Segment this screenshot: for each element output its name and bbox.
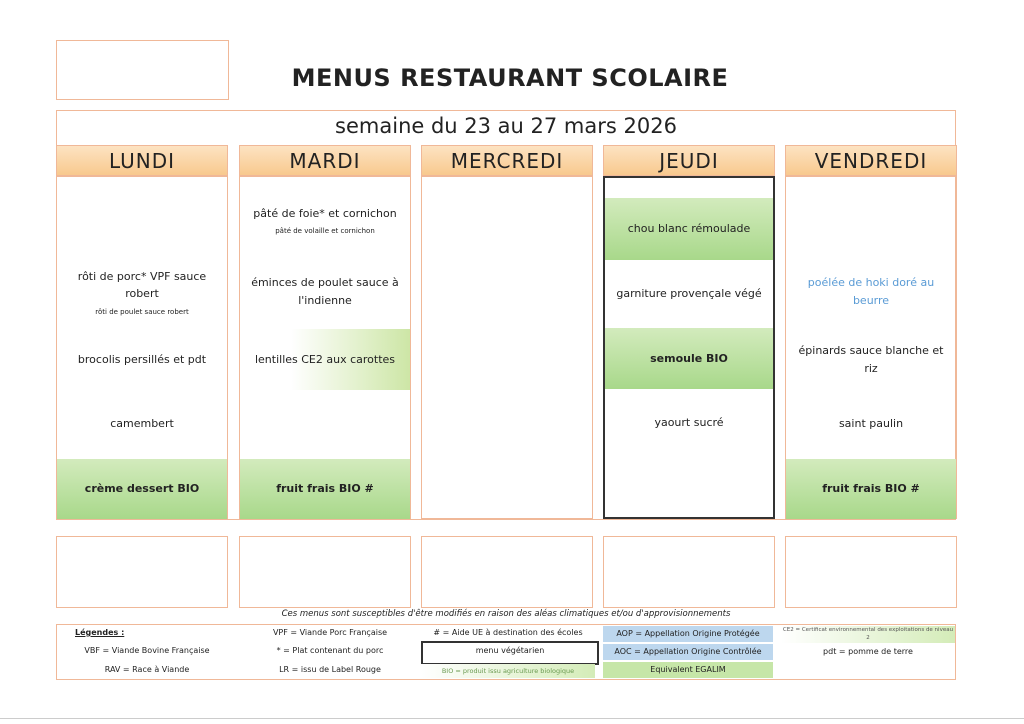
footer-box-lundi: [56, 536, 228, 608]
page-edge-line: [0, 718, 1024, 719]
dish-label: saint paulin: [838, 417, 904, 431]
legend-ce2: CE2 = Certificat environnemental des exploitations de niveau 2: [782, 627, 954, 641]
menu-item-starter: [605, 198, 773, 260]
menu-item-side: [57, 329, 227, 390]
footer-box-jeudi: [603, 536, 775, 608]
day-header-mercredi: MERCREDI: [421, 145, 593, 176]
legend-aoc: AOC = Appellation Origine Contrôlée: [603, 644, 773, 660]
menu-item-cheese: [57, 390, 227, 458]
legend-egalim: Equivalent EGALIM: [603, 662, 773, 678]
menu-item-side: [240, 329, 410, 390]
footer-box-mardi: [239, 536, 411, 608]
dish-label: éminces de poulet sauce à l'indienne: [251, 276, 399, 307]
logo-placeholder: [56, 40, 229, 100]
dish-label: rôti de porc* VPF sauce robert: [77, 269, 207, 301]
menu-item-main: [57, 257, 227, 329]
disclaimer-note: Ces menus sont susceptibles d'être modifiés en raison des aléas climatiques et/ou d'approvisionnements: [281, 609, 731, 619]
menu-item-side: [786, 329, 956, 390]
legend-porc: * = Plat contenant du porc: [276, 646, 384, 655]
legend: [56, 624, 956, 680]
dish-label: pâté de foie* et cornichon: [253, 206, 397, 220]
dish-label: épinards sauce blanche et riz: [798, 343, 944, 375]
week-label: semaine du 23 au 27 mars 2026: [335, 114, 677, 138]
dish-label: yaourt sucré: [654, 416, 724, 430]
footer-box-mercredi: [421, 536, 593, 608]
legend-lr: LR = issu de Label Rouge: [279, 665, 381, 674]
dish-alternative: rôti de poulet sauce robert: [95, 308, 189, 316]
legend-vpf: VPF = Viande Porc Française: [272, 628, 388, 637]
day-header-jeudi: JEUDI: [603, 145, 775, 176]
dish-label: semoule BIO: [650, 351, 728, 365]
menu-item-dessert: [240, 459, 410, 519]
dish-alternative: pâté de volaille et cornichon: [275, 227, 375, 236]
dish-label: chou blanc rémoulade: [627, 222, 751, 236]
menu-item-dessert: [786, 459, 956, 519]
page-title: MENUS RESTAURANT SCOLAIRE: [291, 64, 729, 92]
day-header-mardi: MARDI: [239, 145, 411, 176]
legend-rav: RAV = Race à Viande: [104, 665, 190, 674]
legend-vegetarian: menu végétarien: [421, 641, 599, 665]
dish-label: poélée de hoki doré au beurre: [807, 276, 935, 307]
day-header-lundi: LUNDI: [56, 145, 228, 176]
day-column-mercredi: [421, 176, 593, 519]
legend-title: Légendes :: [75, 628, 125, 637]
legend-pdt: pdt = pomme de terre: [823, 647, 913, 656]
footer-box-vendredi: [785, 536, 957, 608]
dish-label: camembert: [110, 417, 174, 431]
menu-item-main: [240, 255, 410, 329]
dish-label: fruit frais BIO #: [276, 482, 374, 496]
menu-item-dessert: [57, 459, 227, 519]
dish-label: garniture provençale végé: [616, 287, 762, 301]
legend-vbf: VBF = Viande Bovine Française: [84, 646, 210, 655]
menu-item-main: [605, 260, 773, 328]
legend-aide-ue: # = Aide UE à destination des écoles: [433, 628, 583, 637]
dish-label: fruit frais BIO #: [822, 482, 920, 496]
dish-label: brocolis persillés et pdt: [77, 352, 207, 366]
day-column-jeudi: [603, 176, 775, 519]
dish-label: lentilles CE2 aux carottes: [254, 352, 396, 366]
legend-aop: AOP = Appellation Origine Protégée: [603, 626, 773, 642]
day-header-vendredi: VENDREDI: [785, 145, 957, 176]
menu-item-starter: [240, 187, 410, 255]
menu-item-main: [786, 255, 956, 329]
legend-bio: BIO = produit issu agriculture biologique: [421, 664, 595, 678]
dish-label: crème dessert BIO: [84, 482, 200, 496]
menu-item-cheese: [786, 390, 956, 458]
day-column-vendredi: [785, 176, 957, 519]
day-column-lundi: [56, 176, 228, 519]
menu-item-side: [605, 328, 773, 389]
menu-item-dairy: [605, 389, 773, 457]
day-column-mardi: [239, 176, 411, 519]
